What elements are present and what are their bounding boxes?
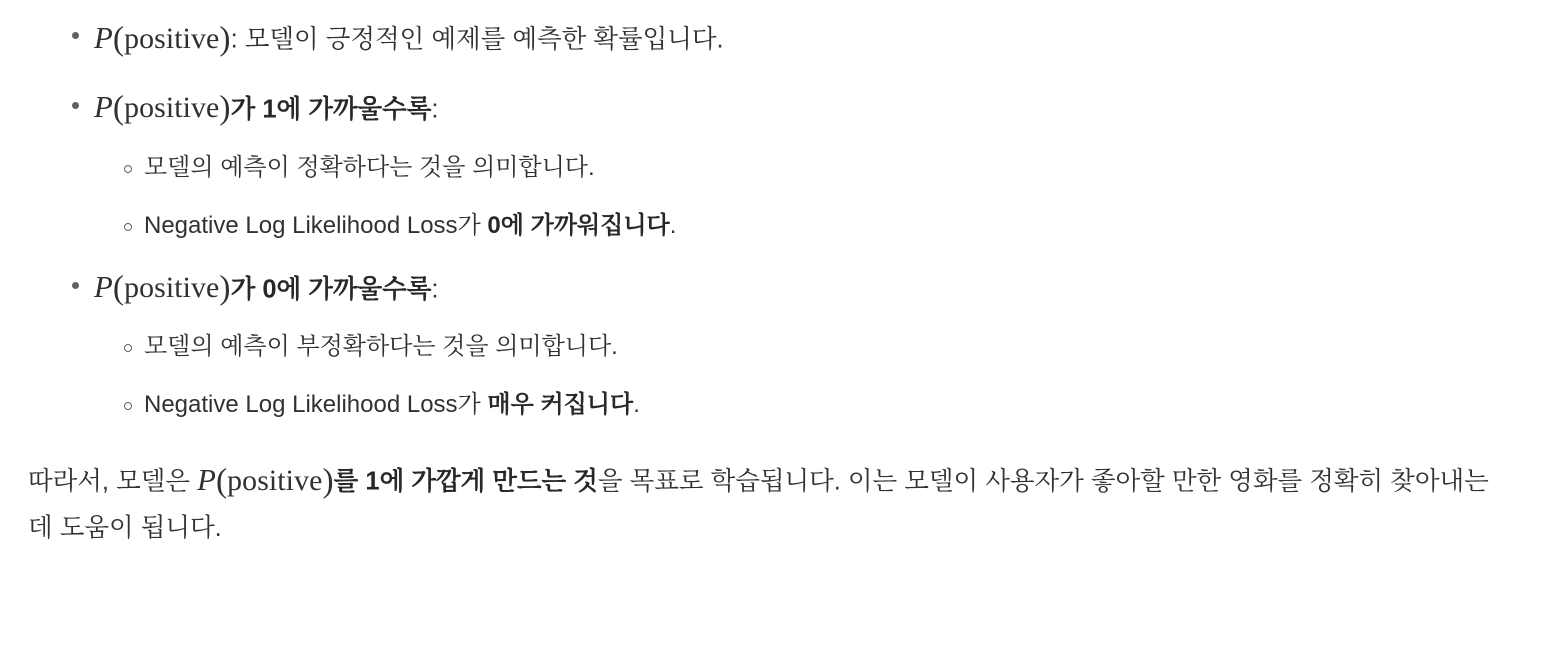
paragraph-suffix: 을 목표로 학습됩니다. 이는 모델이 사용자가 좋아할 만한 영화를 정확히 찾아내는 데 도움이 됩니다. bbox=[28, 467, 1489, 543]
list-item bbox=[94, 211, 1506, 241]
closing-paragraph bbox=[28, 454, 1506, 549]
list-item-text: : 모델이 긍정적인 예제를 예측한 확률입니다. bbox=[230, 25, 724, 54]
paragraph-prefix: 따라서, 모델은 bbox=[28, 467, 198, 496]
paragraph-bold: 를 1에 가깝게 만드는 것 bbox=[333, 467, 598, 496]
sub-item-text: Negative Log Likelihood Loss가 bbox=[144, 391, 488, 419]
bullet-list bbox=[28, 18, 1506, 420]
list-item-bold: 가 0에 가까울수록 bbox=[230, 275, 432, 304]
list-item bbox=[94, 332, 1506, 362]
math-expression: P(positive) bbox=[94, 20, 231, 57]
list-item-tail: : bbox=[431, 95, 439, 124]
math-expression: P(positive) bbox=[197, 462, 334, 500]
sub-item-text: 모델의 예측이 부정확하다는 것을 의미합니다. bbox=[144, 333, 618, 361]
list-item bbox=[28, 268, 1506, 421]
list-item bbox=[94, 390, 1506, 420]
list-item bbox=[94, 153, 1506, 183]
list-item-tail: : bbox=[431, 275, 439, 304]
math-expression: P(positive) bbox=[94, 89, 231, 127]
sub-item-tail: . bbox=[669, 211, 677, 239]
math-expression: P(positive) bbox=[94, 269, 231, 307]
list-item bbox=[28, 18, 1506, 61]
list-item bbox=[28, 88, 1506, 241]
sub-bullet-list bbox=[94, 332, 1506, 420]
sub-item-text: Negative Log Likelihood Loss가 bbox=[144, 211, 488, 239]
sub-item-tail: . bbox=[633, 391, 640, 419]
list-item-bold: 가 1에 가까울수록 bbox=[230, 95, 432, 124]
sub-item-bold: 0에 가까워집니다 bbox=[487, 211, 670, 239]
sub-item-text: 모델의 예측이 정확하다는 것을 의미합니다. bbox=[144, 153, 595, 181]
sub-item-bold: 매우 커집니다 bbox=[487, 391, 634, 419]
sub-bullet-list bbox=[94, 153, 1506, 241]
